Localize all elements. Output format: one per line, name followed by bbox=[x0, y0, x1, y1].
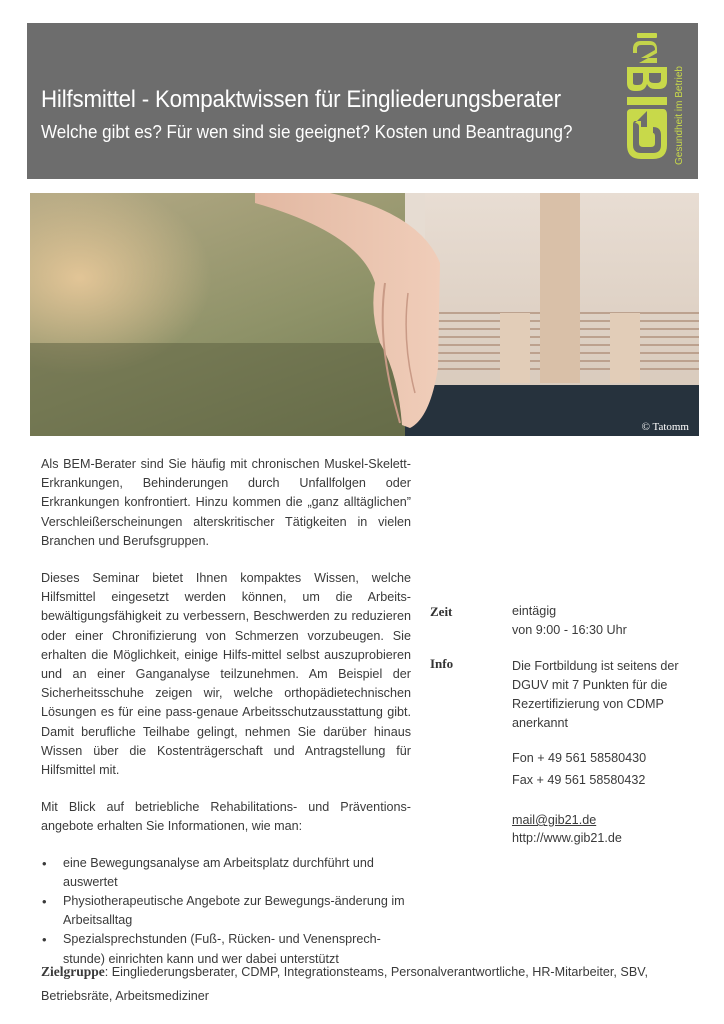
intro-paragraph: Als BEM-Berater sind Sie häufig mit chronischen Muskel-Skelett-Erkrankungen, Behinderungen durch Unfallfolgen oder Erkrankungen konfrontiert. Hinzu kommen die „ganz alltäglichen” Verschleißerscheinungen alterskritischer Tätigkeiten in vielen Branchen und Berufsgruppen. bbox=[41, 457, 411, 548]
info-value: Die Fortbildung ist seitens der DGUV mit 7 Punkten für die Rezertifizierung von CDMP anerkannt bbox=[512, 659, 679, 730]
seminar-paragraph: Dieses Seminar bietet Ihnen kompaktes Wissen, welche Hilfsmittel eingesetzt werden können, um die Arbeits-bewältigungsfähigkeit zu verbessern, Beschwerden zu reduzieren oder einer Chronifizierung von Schmerzen vorzubeugen. Sie erhalten die Möglichkeit, einige Hilfs-mittel selbst auszuprobieren und an einer Ganganalyse teilzunehmen. Am Beispiel der Sicherheitsschuhe zeigen wir, welche orthopädietechnischen Lösungen es für eine pass-genaue Arbeitsschutzausstattung gibt. Damit berufliche Teilhabe gelingt, nehmen Sie darüber hinaus Wissen über die Kostenträgerschaft und Antragstellung für Hilfsmittel mit. bbox=[41, 571, 411, 778]
target-group bbox=[41, 960, 701, 1008]
back-brace-image bbox=[30, 193, 699, 436]
bullet-list bbox=[41, 854, 411, 969]
fax-number: Fax + 49 561 58580432 bbox=[512, 773, 646, 787]
header-banner bbox=[27, 23, 698, 179]
bullet-icon: • bbox=[42, 894, 47, 910]
logo-tagline: Gesundheit im Betrieb bbox=[674, 66, 685, 165]
rehab-paragraph: Mit Blick auf betriebliche Rehabilitations- und Präventions-angebote erhalten Sie Informationen, wie man: bbox=[41, 800, 411, 834]
zeit-value: eintägig von 9:00 - 16:30 Uhr bbox=[512, 604, 627, 637]
phone-number: Fon + 49 561 58580430 bbox=[512, 751, 647, 765]
page-subtitle: Welche gibt es? Für wen sind sie geeignet? Kosten und Beantragung? bbox=[41, 121, 573, 142]
photo-credit: © Tatomm bbox=[641, 421, 689, 433]
info-label: Info bbox=[430, 656, 454, 671]
list-item: • Physiotherapeutische Angebote zur Bewegungs-änderung im Arbeitsalltag bbox=[42, 894, 405, 928]
email-link[interactable]: mail@gib21.de bbox=[512, 813, 597, 827]
bullet-icon: • bbox=[42, 932, 47, 948]
website-link[interactable]: http://www.gib21.de bbox=[512, 831, 622, 845]
target-group-text: : Eingliederungsberater, CDMP, Integrationsteams, Personalverantwortliche, HR-Mitarbeiter, SBV, Betriebsräte, Arbeitsmediziner bbox=[41, 965, 648, 1003]
list-item: • eine Bewegungsanalyse am Arbeitsplatz durchführt und auswertet bbox=[42, 855, 374, 889]
list-item: • Spezialsprechstunden (Fuß-, Rücken- und Venensprech-stunde) einrichten kann und wer dabei unterstützt bbox=[42, 932, 381, 966]
page-title: Hilfsmittel - Kompaktwissen für Eingliederungsberater bbox=[41, 86, 561, 113]
hero-photo bbox=[30, 193, 699, 436]
target-group-label: Zielgruppe bbox=[41, 964, 105, 979]
bullet-icon: • bbox=[42, 855, 47, 871]
gib21-logo bbox=[625, 33, 695, 171]
description-column bbox=[41, 455, 411, 969]
zeit-label: Zeit bbox=[430, 604, 453, 619]
